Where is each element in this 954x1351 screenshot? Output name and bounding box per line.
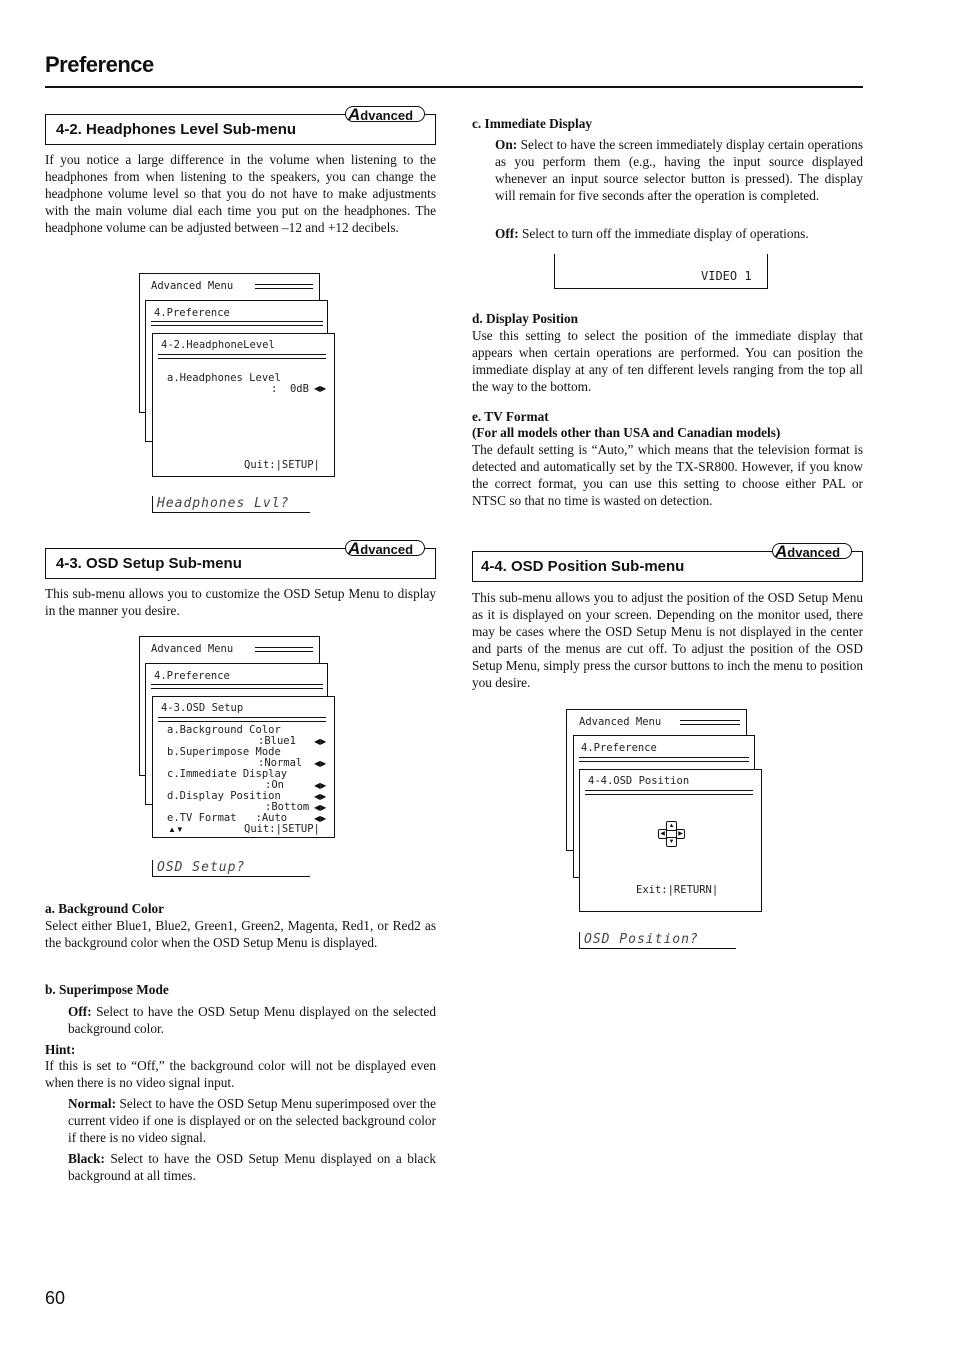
menu-panel-headphone-level <box>152 333 335 477</box>
front-display-text: Headphones Lvl? <box>157 496 290 511</box>
menu-panel-osd-position <box>579 769 762 912</box>
menu-item-tv-format: e.TV Format :Auto <box>167 812 288 824</box>
off-label: Off: <box>495 226 519 241</box>
normal-label: Normal: <box>68 1096 116 1111</box>
menu-headphone-title: 4-2.HeadphoneLevel <box>161 339 275 351</box>
menu-advanced-title: Advanced Menu <box>151 643 234 655</box>
superimpose-mode-heading: b. Superimpose Mode <box>45 982 169 997</box>
section-heading-4-2 <box>45 105 436 145</box>
menu-quit-hint: Quit:|SETUP| <box>244 823 320 835</box>
black-text: Select to have the OSD Setup Menu displayed on a black background at all times. <box>68 1151 436 1183</box>
off-label: Off: <box>68 1004 92 1019</box>
menu-value-headphones-level: : 0dB <box>271 383 309 395</box>
headphones-description: If you notice a large difference in the volume when listening to the headphones from when listening to the speakers, you can change the headphone volume level so that you do not have to make adjustments with the main volume dial each time you put on the headphones. The headphone volume can be adjusted between –12 and +12 decibels. <box>45 152 436 235</box>
menu-item-background-color: a.Background Color <box>167 724 281 736</box>
on-text: Select to have the screen immediately display certain operations as you perform them (e.g., having the input source displayed whenever an input source selector button is pressed). The display will remain for five seconds after the operation is completed. <box>495 137 863 203</box>
immediate-display-example-text: VIDEO 1 <box>701 269 752 283</box>
menu-advanced-title: Advanced Menu <box>151 280 234 292</box>
hint-label: Hint: <box>45 1042 76 1057</box>
on-label: On: <box>495 137 518 152</box>
immediate-display-example-box <box>554 254 768 289</box>
menu-preference-title: 4.Preference <box>581 742 657 754</box>
left-right-arrows-icon: ◀▶ <box>314 781 327 790</box>
menu-title-rule <box>255 647 313 652</box>
immediate-display-heading: c. Immediate Display <box>472 116 593 131</box>
menu-osd-position-title: 4-4.OSD Position <box>588 775 690 787</box>
menu-advanced-title: Advanced Menu <box>579 716 662 728</box>
section-heading-label: 4-2. Headphones Level Sub-menu <box>56 121 297 138</box>
menu-exit-hint: Exit:|RETURN| <box>636 884 719 896</box>
superimpose-normal-description <box>68 1095 436 1146</box>
background-color-heading: a. Background Color <box>45 901 165 916</box>
menu-value-superimpose-mode: :Normal <box>258 757 303 769</box>
menu-value-background-color: :Blue1 <box>258 735 296 747</box>
cursor-cross-icon: ▲ ◀ ▶ ▼ <box>658 821 684 847</box>
off-text: Select to turn off the immediate display of operations. <box>521 226 809 241</box>
section-heading-4-4 <box>472 542 863 582</box>
immediate-display-on-description <box>495 136 863 204</box>
menu-panel-osd-setup <box>152 696 335 838</box>
hint-text: If this is set to “Off,” the background color will not be displayed even when there is no video signal input. <box>45 1058 436 1090</box>
section-heading-4-3 <box>45 539 436 579</box>
menu-value-immediate-display: :On <box>265 779 284 791</box>
osd-setup-description: This sub-menu allows you to customize the OSD Setup Menu to display in the manner you desire. <box>45 586 436 618</box>
immediate-display-off-description <box>495 225 863 242</box>
menu-title-rule <box>158 354 326 359</box>
menu-osd-setup-title: 4-3.OSD Setup <box>161 702 244 714</box>
up-down-arrows-icon: ▲▼ <box>168 825 184 834</box>
front-display-text: OSD Position? <box>584 932 699 947</box>
left-right-arrows-icon: ◀▶ <box>314 384 327 393</box>
menu-item-superimpose-mode: b.Superimpose Mode <box>167 746 281 758</box>
normal-text: Select to have the OSD Setup Menu superimposed over the current video if one is displayed or on the selected background color if there is no video signal. <box>68 1096 436 1145</box>
menu-item-immediate-display: c.Immediate Display <box>167 768 288 780</box>
superimpose-off-description <box>68 1003 436 1037</box>
left-right-arrows-icon: ◀▶ <box>314 814 327 823</box>
menu-title-rule <box>585 790 753 795</box>
front-display-text: OSD Setup? <box>157 860 246 875</box>
left-right-arrows-icon: ◀▶ <box>314 759 327 768</box>
section-heading-label: 4-3. OSD Setup Sub-menu <box>56 555 242 572</box>
display-position-heading: d. Display Position <box>472 311 579 326</box>
superimpose-black-description <box>68 1150 436 1184</box>
background-color-description: Select either Blue1, Blue2, Green1, Green2, Magenta, Red1, or Red2 as the background color when the OSD Setup Menu is displayed. <box>45 918 436 950</box>
menu-title-rule <box>680 720 740 725</box>
menu-title-rule <box>579 757 749 762</box>
menu-preference-title: 4.Preference <box>154 670 230 682</box>
section-heading-label: 4-4. OSD Position Sub-menu <box>481 558 685 575</box>
menu-title-rule <box>151 684 323 689</box>
tv-format-description: The default setting is “Auto,” which means that the television format is detected and automatically set by the TX-SR800. However, if you know the correct format, you can use this setting to choose either PAL or NTSC so that no time is wasted on detection. <box>472 442 863 508</box>
black-label: Black: <box>68 1151 105 1166</box>
advanced-badge: Advanced <box>345 540 425 556</box>
menu-quit-hint: Quit:|SETUP| <box>244 459 320 471</box>
osd-position-description: This sub-menu allows you to adjust the position of the OSD Setup Menu as it is displayed on your screen. Depending on the monitor used, there may be cases where the OSD Setup Menu is not displayed in the center and parts of the menus are cut off. To adjust the position of the OSD Setup Menu, simply press the cursor buttons to inch the menu to position you desire. <box>472 590 863 690</box>
display-position-description: Use this setting to select the position of the immediate display that appears when certain operations are performed. You can position the immediate display at any of ten different levels ranging from the top all the way to the bottom. <box>472 328 863 394</box>
page-title: Preference <box>45 52 154 77</box>
left-right-arrows-icon: ◀▶ <box>314 737 327 746</box>
left-right-arrows-icon: ◀▶ <box>314 792 327 801</box>
left-right-arrows-icon: ◀▶ <box>314 803 327 812</box>
title-rule <box>45 86 863 88</box>
menu-title-rule <box>255 284 313 289</box>
page-number: 60 <box>45 1288 66 1308</box>
menu-item-display-position: d.Display Position <box>167 790 281 802</box>
menu-title-rule <box>151 321 323 326</box>
advanced-badge: Advanced <box>772 543 852 559</box>
tv-format-heading: e. TV Format <box>472 409 549 424</box>
menu-title-rule <box>158 717 326 722</box>
off-text: Select to have the OSD Setup Menu displayed on the selected background color. <box>68 1004 436 1036</box>
menu-value-display-position: :Bottom <box>265 801 310 813</box>
menu-item-headphones-level: a.Headphones Level <box>167 372 281 384</box>
tv-format-subheading: (For all models other than USA and Canadian models) <box>472 425 781 440</box>
menu-preference-title: 4.Preference <box>154 307 230 319</box>
advanced-badge: Advanced <box>345 106 425 122</box>
